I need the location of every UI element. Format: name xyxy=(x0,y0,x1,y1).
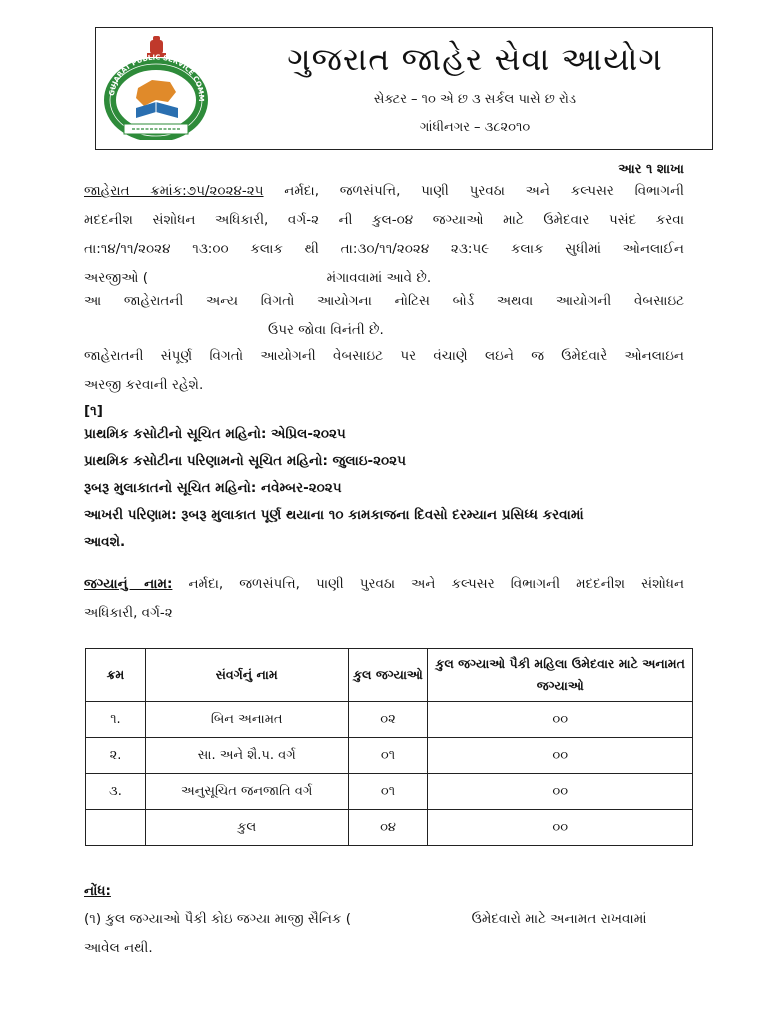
ad-line-2: મદદનીશ સંશોધન અધિકારી, વર્ગ-૨ ની કુલ-૦૪ જગ્યાઓ માટે ઉમેદવાર પસંદ કરવા xyxy=(84,212,684,228)
ad-line-1-text: નર્મદા, જળસંપત્તિ, પાણી પુરવઠા અને કલ્પસર વિભાગની xyxy=(284,183,684,199)
interview-month: રૂબરૂ મુલાકાતનો સૂચિત મહિનો: નવેમ્બર-૨૦૨૫ xyxy=(84,480,342,496)
cell-serial: ૨. xyxy=(86,738,146,774)
cell-women: ૦૦ xyxy=(428,810,693,846)
cell-cadre: કુલ xyxy=(145,810,348,846)
header-cadre-name: સંવર્ગનું નામ xyxy=(145,649,348,702)
table-header-row xyxy=(86,649,693,702)
note-line-1a: (૧) કુલ જગ્યાઓ પૈકી કોઇ જગ્યા માજી સૈનિક ( xyxy=(84,911,352,927)
notice-line-2: ઉપર જોવા વિનંતી છે. xyxy=(268,322,384,338)
address-line-1: સેક્ટર – ૧૦ એ છ ૩ સર્કલ પાસે છ રોડ xyxy=(373,92,577,107)
details-line-2: અરજી કરવાની રહેશે. xyxy=(84,377,204,393)
org-title: ગુજરાત જાહેર સેવા આયોગ xyxy=(287,40,663,78)
note-line-2: આવેલ નથી. xyxy=(84,940,153,956)
header-total-posts: કુલ જગ્યાઓ xyxy=(348,649,428,702)
table-total-row xyxy=(86,810,693,846)
table-row xyxy=(86,738,693,774)
note-line-1b: ઉમેદવારો માટે અનામત રાખવામાં xyxy=(471,911,647,927)
logo-ring-text: GUJARAT PUBLIC SERVICE COMM xyxy=(107,53,206,102)
ad-line-4a: અરજીઓ ( xyxy=(84,270,148,286)
final-result-line-1: આખરી પરિણામ: રૂબરૂ મુલાકાત પૂર્ણ થયાના ૧૦ કામકાજના દિવસો દરમ્યાન પ્રસિધ્ધ કરવામાં xyxy=(84,507,584,523)
posts-table xyxy=(85,648,693,846)
header-serial: ક્રમ xyxy=(86,649,146,702)
table-row xyxy=(86,774,693,810)
details-paragraph xyxy=(84,342,684,400)
prelim-month: પ્રાથમિક કસોટીનો સૂચિત મહિનો: એપ્રિલ-૨૦૨૫ xyxy=(84,426,346,442)
notice-paragraph xyxy=(84,287,684,345)
post-line-1 xyxy=(84,570,684,599)
cell-women: ૦૦ xyxy=(428,774,693,810)
cell-serial xyxy=(86,810,146,846)
note-paragraph xyxy=(84,905,684,963)
branch-label: આર ૧ શાખા xyxy=(618,162,684,177)
cell-cadre: સા. અને શૈ.પ. વર્ગ xyxy=(145,738,348,774)
table-row xyxy=(86,702,693,738)
prelim-result-month: પ્રાથમિક કસોટીના પરિણામનો સૂચિત મહિનો: જુલાઇ-૨૦૨૫ xyxy=(84,453,406,469)
advertisement-number: જાહેરાત ક્રમાંક:૭૫/૨૦૨૪-૨૫ xyxy=(84,183,264,199)
cell-serial: ૩. xyxy=(86,774,146,810)
advertisement-paragraph xyxy=(84,177,684,293)
cell-total: ૦૨ xyxy=(348,702,428,738)
cell-total: ૦૧ xyxy=(348,738,428,774)
address-line-2: ગાંધીનગર – ૩૮૨૦૧૦ xyxy=(419,120,531,135)
post-label: જગ્યાનું નામ: xyxy=(84,576,173,592)
note-label: નોંધ: xyxy=(84,883,111,899)
cell-total: ૦૧ xyxy=(348,774,428,810)
gpsc-logo xyxy=(100,36,213,140)
final-result-line-2: આવશે. xyxy=(84,534,126,550)
ad-line-1 xyxy=(84,177,684,206)
ad-line-4b: મંગાવવામાં આવે છે. xyxy=(326,270,432,286)
details-line-1: જાહેરાતની સંપૂર્ણ વિગતો આયોગની વેબસાઇટ પર વંચાણે લઇને જ ઉમેદવારે ઓનલાઇન xyxy=(84,348,684,364)
note-line-1 xyxy=(84,905,684,934)
cell-cadre: અનુસૂચિત જનજાતિ વર્ગ xyxy=(145,774,348,810)
cell-women: ૦૦ xyxy=(428,738,693,774)
ad-line-3: તા:૧૪/૧૧/૨૦૨૪ ૧૩:૦૦ કલાક થી તા:૩૦/૧૧/૨૦૨૪ ૨૩:૫૯ કલાક સુધીમાં ઓનલાઈન xyxy=(84,241,684,257)
cell-cadre: બિન અનામત xyxy=(145,702,348,738)
cell-total: ૦૪ xyxy=(348,810,428,846)
cell-women: ૦૦ xyxy=(428,702,693,738)
header-women-reserved: કુલ જગ્યાઓ પૈકી મહિલા ઉમેદવાર માટે અનામત જગ્યાઓ xyxy=(428,649,693,702)
cell-serial: ૧. xyxy=(86,702,146,738)
post-paragraph xyxy=(84,570,684,628)
post-line-2: અધિકારી, વર્ગ-૨ xyxy=(84,605,173,621)
post-line-1-text: નર્મદા, જળસંપત્તિ, પાણી પુરવઠા અને કલ્પસર વિભાગની મદદનીશ સંશોધન xyxy=(188,576,685,592)
schedule-marker: [૧] xyxy=(84,403,103,419)
notice-line-1: આ જાહેરાતની અન્ય વિગતો આયોગના નોટિસ બોર્ડ અથવા આયોગની વેબસાઇટ xyxy=(84,293,684,309)
